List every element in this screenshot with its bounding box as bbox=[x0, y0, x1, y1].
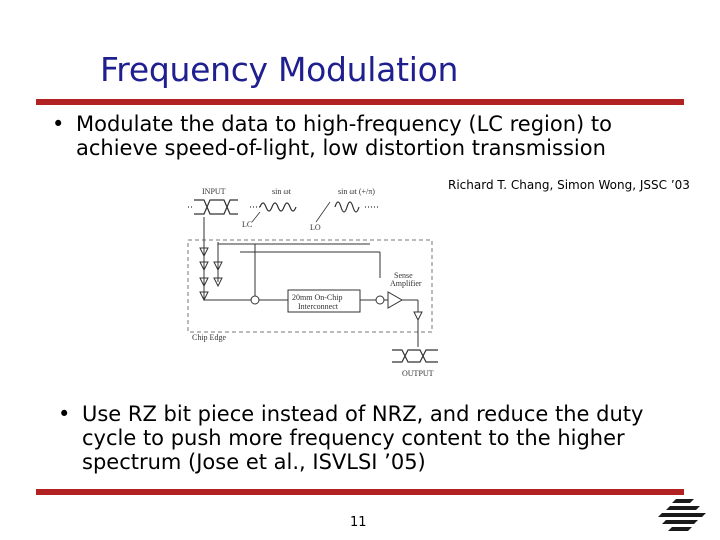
mixer-rx bbox=[376, 296, 384, 304]
output-eye-diagram bbox=[392, 350, 438, 362]
mixer-tx bbox=[251, 296, 259, 304]
bullet-item-1 bbox=[52, 112, 652, 162]
page-number: 11 bbox=[350, 515, 367, 530]
sense-amp-label-2: Amplifier bbox=[390, 279, 422, 288]
interconnect-label-2: Interconnect bbox=[298, 302, 338, 311]
bullet-item-2 bbox=[58, 402, 678, 478]
modulated-signal-2 bbox=[335, 202, 380, 212]
citation: Richard T. Chang, Simon Wong, JSSC ’03 bbox=[448, 178, 690, 192]
input-eye-diagram bbox=[188, 200, 238, 214]
fm-circuit-diagram bbox=[180, 182, 450, 380]
lc-arrow bbox=[252, 212, 260, 222]
interconnect-label-1: 20mm On-Chip bbox=[292, 293, 343, 302]
output-buffer bbox=[414, 312, 422, 320]
lo-arrow bbox=[316, 202, 330, 222]
sense-amp-label-1: Sense bbox=[394, 271, 413, 280]
university-logo-icon bbox=[654, 497, 710, 533]
slide-title: Frequency Modulation bbox=[100, 50, 459, 89]
bullet-text: Modulate the data to high-frequency (LC region) to achieve speed-of-light, low distortion transmission bbox=[76, 112, 612, 160]
lc-label: LC bbox=[242, 220, 253, 229]
lo-bus-lines bbox=[218, 244, 380, 296]
footer-divider bbox=[36, 489, 684, 495]
input-label: INPUT bbox=[202, 187, 226, 196]
signal-label-2: sin ωt (+/π) bbox=[338, 187, 375, 196]
bullet-text: Use RZ bit piece instead of NRZ, and reduce the duty cycle to push more frequency content to the higher spectrum (Jose et al., ISVLSI ’05) bbox=[82, 402, 644, 474]
bullet-marker: • bbox=[52, 112, 65, 136]
modulated-signal-1 bbox=[250, 203, 296, 211]
output-label: OUTPUT bbox=[402, 369, 434, 378]
buffer-chain bbox=[200, 217, 222, 300]
chip-edge-label: Chip Edge bbox=[192, 333, 226, 342]
sense-amplifier bbox=[388, 292, 402, 308]
signal-label-1: sin ωt bbox=[272, 187, 291, 196]
lo-label: LO bbox=[310, 223, 321, 232]
bullet-marker: • bbox=[58, 402, 71, 426]
title-divider bbox=[36, 99, 684, 105]
